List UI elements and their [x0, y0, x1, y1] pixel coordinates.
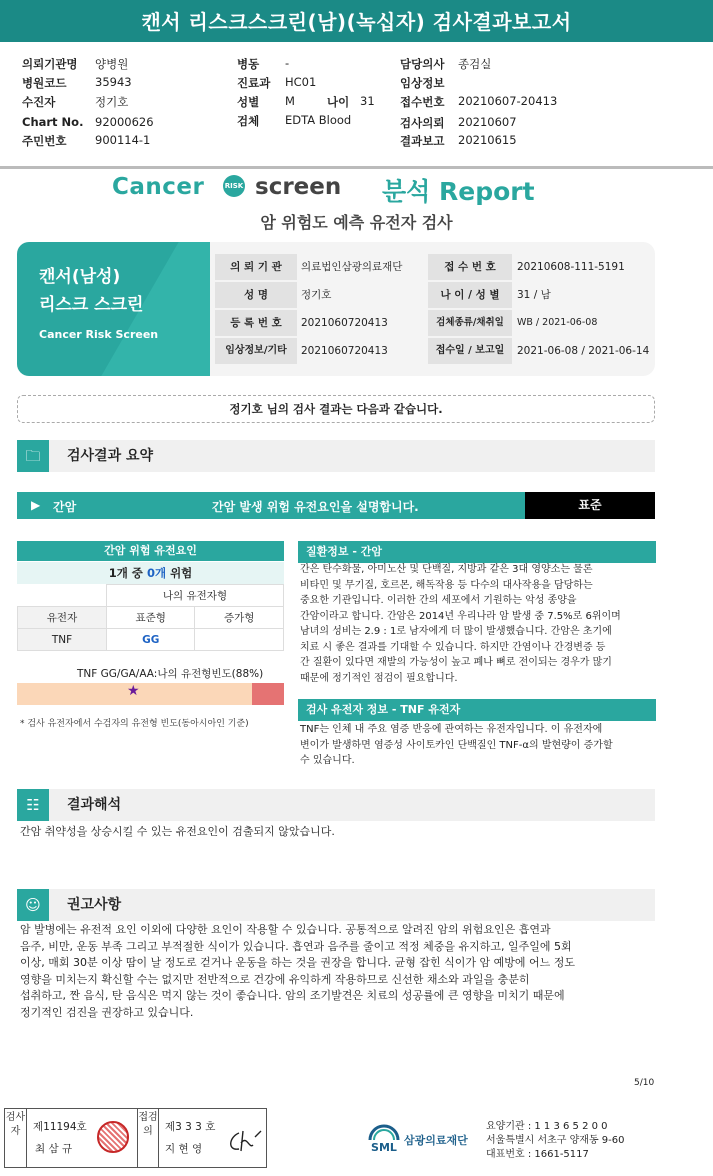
- risk-factor-header: 간암 위험 유전요인: [17, 541, 284, 561]
- info-value: 2021060720413: [301, 345, 388, 357]
- header-label: 수진자: [22, 95, 56, 109]
- header-value: 20210615: [458, 133, 517, 147]
- gene-standard-cell: GG: [107, 629, 195, 651]
- header-value: -: [285, 56, 290, 70]
- risk-count-suffix: 위험: [170, 566, 193, 580]
- page-number: 5/10: [634, 1078, 655, 1088]
- product-title-card: [17, 242, 210, 376]
- text-line: 남녀의 성비는 2.9 : 1로 남자에게 더 많이 발생했습니다. 간암은 초기에: [300, 626, 612, 637]
- section-title: 검사결과 요약: [67, 448, 154, 464]
- logo-cancer-text: Cancer: [112, 174, 205, 200]
- header-value: 900114-1: [95, 133, 151, 147]
- text-line: 섭취하고, 짠 음식, 탄 음식은 먹지 않는 것이 좋습니다. 암의 조기발견은 치료의 성공률에 큰 영향을 미치기 때문에: [20, 989, 565, 1002]
- info-value: 2021060720413: [301, 317, 388, 329]
- header-label: 검체: [237, 114, 260, 128]
- play-arrow-icon: ▶: [31, 498, 41, 512]
- header-label: 나이: [327, 95, 350, 109]
- organization-name: 삼광의료재단: [404, 1134, 468, 1147]
- info-value: 의료법인삼광의료재단: [301, 261, 403, 273]
- section-title: 결과해석: [67, 797, 122, 813]
- col-increase-header: 증가형: [195, 607, 284, 629]
- org-phone: 대표번호 : 1661-5117: [486, 1149, 589, 1160]
- header-value: M: [285, 94, 295, 108]
- gene-name-cell: TNF: [18, 629, 107, 651]
- info-row: [215, 310, 655, 336]
- gene-increase-cell: [195, 629, 284, 651]
- header-value: 31: [360, 94, 375, 108]
- folder-plus-icon: 🗀: [17, 440, 49, 472]
- consultation-icon: ☺: [17, 889, 49, 921]
- risk-count: [17, 562, 284, 584]
- header-value: EDTA Blood: [285, 113, 352, 127]
- doctor-license: 제3 3 3 호: [165, 1121, 216, 1133]
- interpretation-text: 간암 취약성을 상승시킬 수 있는 유전요인이 검출되지 않았습니다.: [20, 825, 335, 838]
- genotype-frequency-label: TNF GG/GA/AA:나의 유전형빈도(88%): [77, 668, 264, 680]
- disease-info-header: 질환정보 - 간암: [298, 541, 656, 563]
- doctor-signature-icon: [225, 1127, 263, 1157]
- text-line: 비타민 및 무기질, 호르몬, 해독작용 등 다수의 대사작용을 담당하는: [300, 579, 593, 591]
- header-value: 양병원: [95, 57, 129, 71]
- text-line: 치료 시 좋은 결과를 기대할 수 있습니다. 하지만 간염이나 간경변증 등: [300, 641, 606, 653]
- info-value: 2021-06-08 / 2021-06-14: [517, 345, 650, 357]
- genotype-frequency-bar: [17, 683, 284, 705]
- cancer-name: 간암: [53, 500, 77, 514]
- section-interpretation-header: [17, 789, 655, 821]
- header-value: 35943: [95, 75, 132, 89]
- cancer-screen-logo: [0, 172, 713, 208]
- header-label: 성별: [237, 95, 260, 109]
- header-value: 종검실: [458, 57, 492, 71]
- logo-risk-ball-icon: RISK: [223, 175, 245, 197]
- header-label: 진료과: [237, 76, 271, 90]
- text-line: 변이가 발생하면 염증성 사이토카인 단백질인 TNF-α의 발현량이 증가할: [300, 739, 613, 751]
- info-row: [215, 254, 655, 280]
- header-label: 임상정보: [400, 76, 445, 90]
- header-value: HC01: [285, 75, 317, 89]
- section-recommendation-header: [17, 889, 655, 921]
- info-key: 접수일 / 보고일: [428, 338, 512, 364]
- my-position-star-icon: ★: [127, 683, 140, 699]
- risk-count-number: 0개: [146, 566, 167, 580]
- logo-screen-text: screen: [255, 174, 342, 200]
- org-address: 서울특별시 서초구 양재동 9-60: [486, 1135, 625, 1146]
- header-value: 정기호: [95, 95, 129, 109]
- risk-status-badge: 표준: [525, 492, 655, 519]
- info-row: [215, 282, 655, 308]
- info-value: WB / 2021-06-08: [517, 317, 598, 328]
- product-title-line1: 캔서(남성): [39, 267, 121, 287]
- result-notice: 정기호 님의 검사 결과는 다음과 같습니다.: [17, 395, 655, 423]
- genotype-table: [17, 584, 284, 651]
- report-subtitle: 암 위험도 예측 유전자 검사: [260, 213, 453, 232]
- text-line: 정기적인 검진을 권장하고 있습니다.: [20, 1005, 194, 1019]
- doctor-name: 지 현 영: [165, 1143, 203, 1155]
- header-label: 검사의뢰: [400, 116, 445, 130]
- report-header: [0, 48, 713, 168]
- liver-cancer-result-bar: [17, 492, 655, 519]
- risk-count-prefix: 1개 중: [108, 566, 143, 580]
- my-genotype-header: 나의 유전자형: [107, 585, 284, 607]
- section-title: 권고사항: [67, 897, 122, 913]
- info-key: 접 수 번 호: [428, 254, 512, 280]
- text-line: 음주, 비만, 운동 부족 그리고 부적절한 식이가 있습니다. 흡연과 음주를 줄이고 적정 체중을 유지하고, 일주일에 5회: [20, 939, 572, 953]
- header-label: 병원코드: [22, 76, 67, 90]
- examiner-license: 제11194호: [33, 1121, 87, 1133]
- report-footer: [0, 1108, 713, 1176]
- examiner-label: 검사자: [5, 1109, 27, 1167]
- cancer-description: 간암 발생 위험 유전요인을 설명합니다.: [212, 500, 419, 514]
- info-key: 의 뢰 기 관: [215, 254, 297, 280]
- table-cell-empty: [18, 585, 107, 607]
- logo-report-text: 분석 Report: [382, 177, 535, 206]
- text-line: 이상, 매회 30분 이상 땀이 날 정도로 걷거나 운동을 하는 것을 권장을 합니다. 균형 잡힌 식이가 암 예방에 어느 정도: [20, 956, 575, 969]
- header-value: 20210607: [458, 115, 517, 129]
- info-key: 나 이 / 성 별: [428, 282, 512, 308]
- disease-info-text: [300, 562, 656, 686]
- info-key: 검체종류/채취일: [428, 310, 512, 336]
- info-row: [215, 338, 655, 364]
- clipboard-icon: ☷: [17, 789, 49, 821]
- sml-logo-icon: [366, 1120, 402, 1156]
- text-line: 영향을 미치는지 확신할 수는 없지만 전반적으로 건강에 유익하게 작용하므로 신선한 채소와 과일을 충분히: [20, 972, 530, 986]
- organization-info: [486, 1120, 625, 1162]
- examiner-name: 최 삼 규: [35, 1143, 73, 1155]
- frequency-bar-risk-segment: [252, 683, 284, 705]
- header-value: 20210607-20413: [458, 94, 558, 108]
- text-line: 때문에 정기적인 점검이 필요합니다.: [300, 672, 458, 684]
- signature-box: [4, 1108, 267, 1168]
- text-line: 간은 탄수화물, 아미노산 및 단백질, 지방과 같은 3대 영양소는 물론: [300, 564, 593, 575]
- header-divider: [0, 166, 713, 169]
- header-value: 92000626: [95, 115, 154, 129]
- info-value: 정기호: [301, 289, 332, 301]
- org-code: 요양기관 : 1 1 3 6 5 2 0 0: [486, 1121, 608, 1132]
- text-line: 암 발병에는 유전적 요인 이외에 다양한 요인이 작용할 수 있습니다. 공통적으로 알려진 암의 위험요인은 흡연과: [20, 923, 551, 936]
- text-line: TNF는 인체 내 주요 염증 반응에 관여하는 유전자입니다. 이 유전자에: [300, 724, 603, 735]
- product-title-en: Cancer Risk Screen: [39, 328, 159, 341]
- product-title-line2: 리스크 스크린: [39, 295, 144, 315]
- report-banner-title: 캔서 리스크스크린(남)(녹십자) 검사결과보고서: [0, 0, 713, 42]
- info-key: 임상정보/기타: [215, 338, 297, 364]
- header-label: 의뢰기관명: [22, 57, 78, 71]
- info-key: 성 명: [215, 282, 297, 308]
- gene-info-text: [300, 722, 656, 769]
- col-standard-header: 표준형: [107, 607, 195, 629]
- text-line: 간 질환이 있다면 재발의 가능성이 높고 폐나 뼈로 전이되는 경우가 많기: [300, 657, 612, 668]
- frequency-footnote: * 검사 유전자에서 수검자의 유전형 빈도(동아시아인 기준): [20, 719, 249, 729]
- header-label: 접수번호: [400, 95, 445, 109]
- header-label: 병동: [237, 57, 260, 71]
- header-label: 담당의사: [400, 57, 445, 71]
- header-label: Chart No.: [22, 115, 84, 129]
- recommendation-text: [20, 922, 660, 1021]
- header-label: 결과보고: [400, 134, 445, 148]
- sml-logo-text: SML: [371, 1141, 397, 1154]
- info-value: 31 / 남: [517, 289, 551, 301]
- header-label: 주민번호: [22, 134, 67, 148]
- text-line: 간암이라고 합니다. 간암은 2014년 우리나라 암 발생 중 7.5%로 6위이며: [300, 610, 621, 622]
- doctor-label: 접검의: [137, 1109, 159, 1167]
- gene-info-header: 검사 유전자 정보 - TNF 유전자: [298, 699, 656, 721]
- text-line: 수 있습니다.: [300, 755, 355, 766]
- text-line: 중요한 기관입니다. 이러한 간의 세포에서 기원하는 악성 종양을: [300, 595, 577, 606]
- info-value: 20210608-111-5191: [517, 261, 625, 273]
- col-gene-header: 유전자: [18, 607, 107, 629]
- info-key: 등 록 번 호: [215, 310, 297, 336]
- section-summary-header: [17, 440, 655, 472]
- examiner-seal-icon: [97, 1121, 129, 1153]
